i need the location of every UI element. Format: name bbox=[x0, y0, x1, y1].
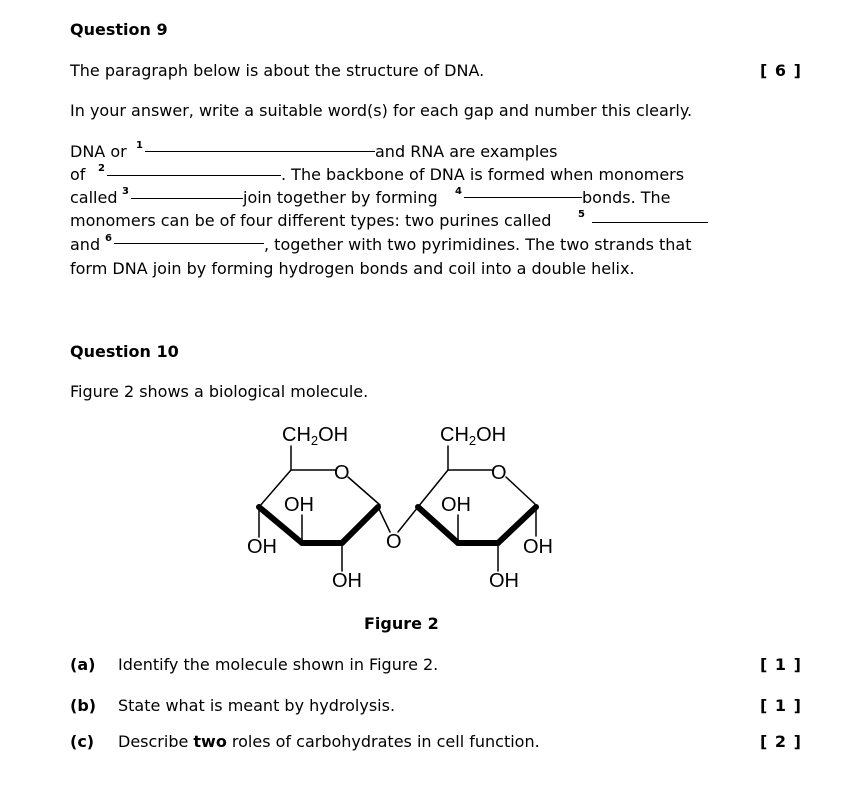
part-c-text-bold: two bbox=[193, 732, 227, 751]
paragraph-line2-start: of bbox=[70, 165, 86, 184]
part-b-label: (b) bbox=[70, 696, 97, 715]
gap-number-4: 4 bbox=[455, 186, 462, 197]
paragraph-line3-end: bonds. The bbox=[582, 188, 671, 207]
glycosidic-oxygen: O bbox=[386, 531, 402, 553]
part-c-marks: [ 2 ] bbox=[760, 732, 802, 751]
hydroxyl-right-c1: OH bbox=[523, 536, 553, 558]
ch2oh-right-label: $CH_2OH$ bbox=[440, 424, 507, 448]
question-9-marks: [ 6 ] bbox=[760, 61, 802, 80]
hydroxyl-right-c3: OH bbox=[441, 494, 471, 516]
part-c-text bbox=[118, 732, 540, 751]
part-a-text: Identify the molecule shown in Figure 2. bbox=[118, 655, 439, 674]
part-c-text-post: roles of carbohydrates in cell function. bbox=[226, 732, 540, 751]
hydroxyl-left-c4: OH bbox=[247, 536, 277, 558]
part-c-text-pre: Describe bbox=[118, 732, 194, 751]
hydroxyl-right-c2: OH bbox=[489, 570, 519, 592]
part-c-label: (c) bbox=[70, 732, 95, 751]
part-b-marks: [ 1 ] bbox=[760, 696, 802, 715]
paragraph-line1-start: DNA or bbox=[70, 142, 127, 161]
question-9-intro: The paragraph below is about the structure of DNA. bbox=[70, 61, 485, 80]
part-a-label: (a) bbox=[70, 655, 96, 674]
paragraph-line1-end: and RNA are examples bbox=[375, 142, 558, 161]
paragraph-line4: monomers can be of four different types: two purines called bbox=[70, 211, 552, 230]
paragraph-line3-start: called bbox=[70, 188, 118, 207]
gap-number-1: 1 bbox=[136, 140, 143, 151]
hydroxyl-left-c3: OH bbox=[284, 494, 314, 516]
ring-oxygen-right: O bbox=[491, 462, 507, 484]
part-b-text: State what is meant by hydrolysis. bbox=[118, 696, 396, 715]
part-a-marks: [ 1 ] bbox=[760, 655, 802, 674]
question-10-intro: Figure 2 shows a biological molecule. bbox=[70, 382, 369, 401]
ch2oh-left-label: $CH_2OH$ bbox=[282, 424, 349, 448]
question-10-title: Question 10 bbox=[70, 342, 179, 361]
paragraph-line5-start: and bbox=[70, 235, 101, 254]
gap-number-5: 5 bbox=[578, 209, 585, 220]
question-9-instruction: In your answer, write a suitable word(s) for each gap and number this clearly. bbox=[70, 101, 693, 120]
gap-number-3: 3 bbox=[122, 186, 129, 197]
paragraph-line5-end: , together with two pyrimidines. The two strands that bbox=[264, 235, 692, 254]
paragraph-line2-end: . The backbone of DNA is formed when monomers bbox=[281, 165, 685, 184]
paragraph-line6: form DNA join by forming hydrogen bonds and coil into a double helix. bbox=[70, 259, 635, 278]
paragraph-line3-middle: join together by forming bbox=[243, 188, 438, 207]
ring-oxygen-left: O bbox=[334, 462, 350, 484]
gap-number-2: 2 bbox=[98, 163, 105, 174]
question-9-title: Question 9 bbox=[70, 20, 168, 39]
hydroxyl-left-c2: OH bbox=[332, 570, 362, 592]
figure-caption: Figure 2 bbox=[364, 614, 439, 633]
gap-number-6: 6 bbox=[105, 233, 112, 244]
